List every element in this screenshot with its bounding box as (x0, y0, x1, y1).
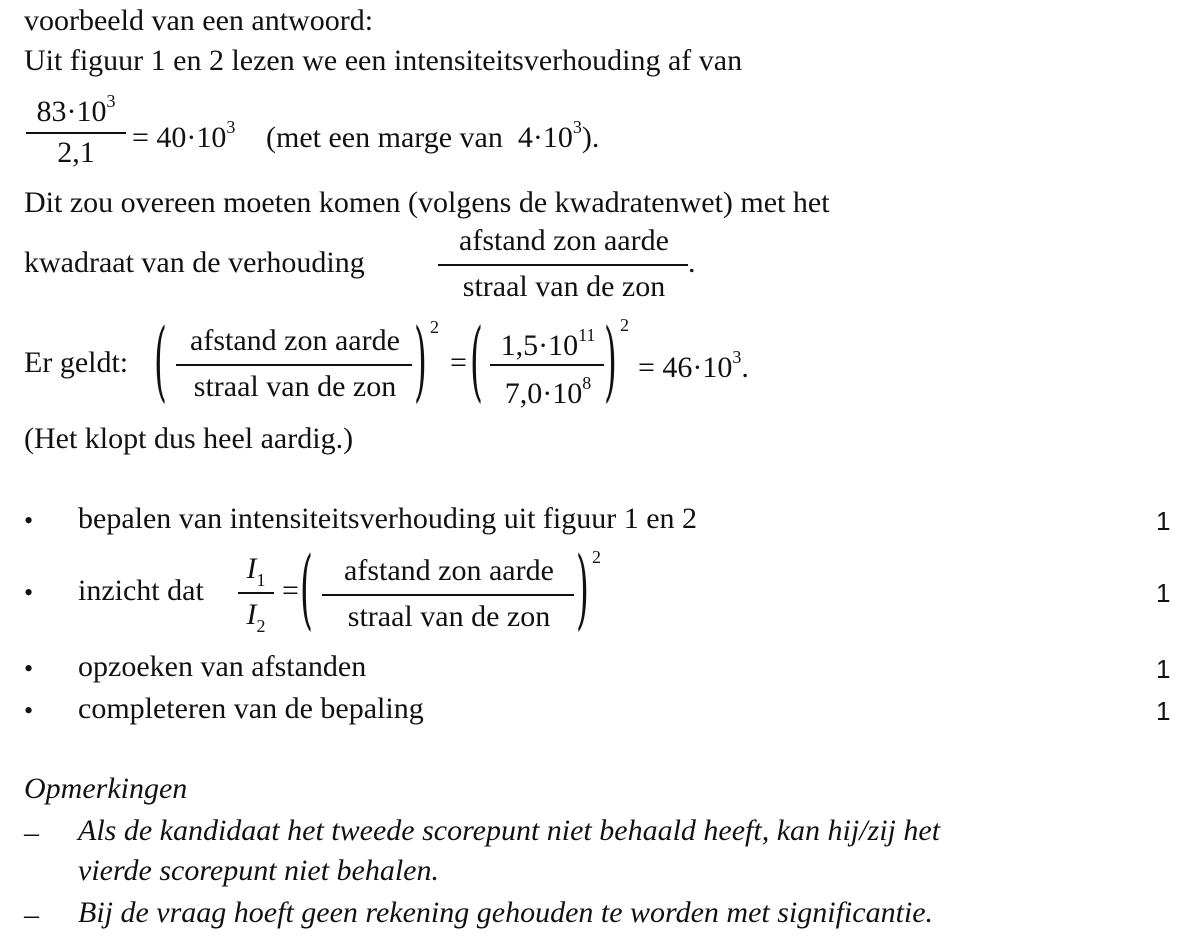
scoring-item-points: 1 (1156, 696, 1171, 726)
I1 (236, 554, 276, 589)
ratio-numerator: afstand zon aarde (190, 324, 400, 357)
square-exponent: 2 (592, 547, 601, 567)
scoring-item-text: opzoeken van afstanden (78, 650, 367, 683)
equation-result-value: = 46·10 (638, 351, 733, 384)
margin-note (266, 118, 599, 153)
scoring-item-text: bepalen van intensiteitsverhouding uit figuur 1 en 2 (78, 502, 698, 535)
ratio-denominator: straal van de zon (347, 600, 551, 633)
square-exponent: 2 (430, 317, 439, 337)
fraction-bar (176, 364, 412, 366)
remark-item-line: Bij de vraag hoeft geen rekening gehouden te worden met significantie. (78, 896, 934, 929)
fraction-distance-ratio (438, 226, 690, 306)
margin-text: (met een marge van (266, 121, 503, 154)
answer-line-1: Uit figuur 1 en 2 lezen we een intensiteitsverhouding af van (24, 44, 743, 77)
remarks-heading: Opmerkingen (24, 772, 188, 805)
scoring-item-points: 1 (1156, 578, 1171, 608)
values-denominator-exponent: 8 (582, 373, 592, 393)
paren-right-icon: ) (414, 310, 427, 413)
square-exponent: 2 (620, 315, 629, 335)
scoring-item-text: completeren van de bepaling (78, 692, 424, 725)
values-numerator-exponent: 11 (578, 325, 596, 345)
equation-result (638, 348, 749, 383)
conclusion: (Het klopt dus heel aardig.) (24, 422, 354, 455)
paren-right-icon: ) (604, 310, 617, 413)
answer-line-2: Dit zou overeen moeten komen (volgens de kwadratenwet) met het (24, 186, 830, 219)
I2-subscript: 2 (256, 616, 266, 636)
answer-line-3: kwadraat van de verhouding (24, 246, 365, 279)
fraction-numerator (24, 92, 128, 127)
margin-exponent: 3 (572, 117, 582, 137)
dash-icon: – (24, 816, 39, 849)
equals-sign: = (282, 574, 299, 607)
values-numerator (490, 326, 606, 361)
bullet-icon: • (24, 578, 34, 607)
I1-subscript: 1 (256, 570, 266, 590)
ratio-numerator: afstand zon aarde (344, 554, 554, 587)
scoring-item-points: 1 (1156, 506, 1171, 536)
I2 (236, 600, 276, 635)
result-exponent: 3 (226, 117, 236, 137)
scoring-item-points: 1 (1156, 654, 1171, 684)
result-intensity (132, 118, 235, 153)
margin-value: 4·10 (517, 121, 573, 154)
fraction-bar (322, 594, 574, 596)
bullet-icon: • (24, 696, 34, 725)
ratio-period: . (688, 246, 696, 279)
fraction-bar (438, 264, 688, 266)
I1-symbol: I (246, 552, 257, 585)
paren-left-icon: ( (300, 538, 313, 641)
paren-left-icon: ( (470, 310, 483, 413)
remark-item-line: vierde scorepunt niet behalen. (78, 854, 439, 887)
ratio-numerator: afstand zon aarde (459, 224, 669, 257)
answer-label: voorbeeld van een antwoord: (24, 4, 374, 37)
numerator-value: 83·10 (36, 95, 107, 128)
equals-sign: = (450, 346, 467, 379)
result-value: = 40·10 (132, 121, 227, 154)
values-denominator-value: 7,0·10 (504, 377, 583, 410)
remark-item-line: Als de kandidaat het tweede scorepunt niet behaald heeft, kan hij/zij het (78, 814, 941, 847)
values-denominator (490, 374, 606, 409)
fraction-distance-ratio-squared (322, 556, 576, 636)
fraction-bar (490, 364, 604, 366)
fraction-bar (26, 132, 126, 134)
values-numerator-value: 1,5·10 (500, 329, 579, 362)
dash-icon: – (24, 898, 39, 931)
margin-close: ). (581, 121, 600, 154)
numerator-exponent: 3 (106, 91, 116, 111)
ratio-denominator: straal van de zon (193, 370, 397, 403)
fraction-values (490, 326, 606, 410)
I2-symbol: I (246, 598, 257, 631)
fraction-distance-ratio-squared (176, 326, 414, 406)
scoring-item-text: inzicht dat (78, 574, 204, 607)
equation-prefix: Er geldt: (24, 346, 129, 379)
bullet-icon: • (24, 654, 34, 683)
equation-result-exponent: 3 (732, 347, 742, 367)
paren-left-icon: ( (154, 310, 167, 413)
fraction-intensity-ratio (24, 92, 128, 172)
fraction-I1-I2 (236, 554, 276, 638)
bullet-icon: • (24, 506, 34, 535)
equation-result-period: . (741, 351, 749, 384)
fraction-bar (238, 592, 274, 594)
paren-right-icon: ) (576, 538, 589, 641)
fraction-denominator: 2,1 (57, 136, 95, 169)
ratio-denominator: straal van de zon (462, 270, 666, 303)
